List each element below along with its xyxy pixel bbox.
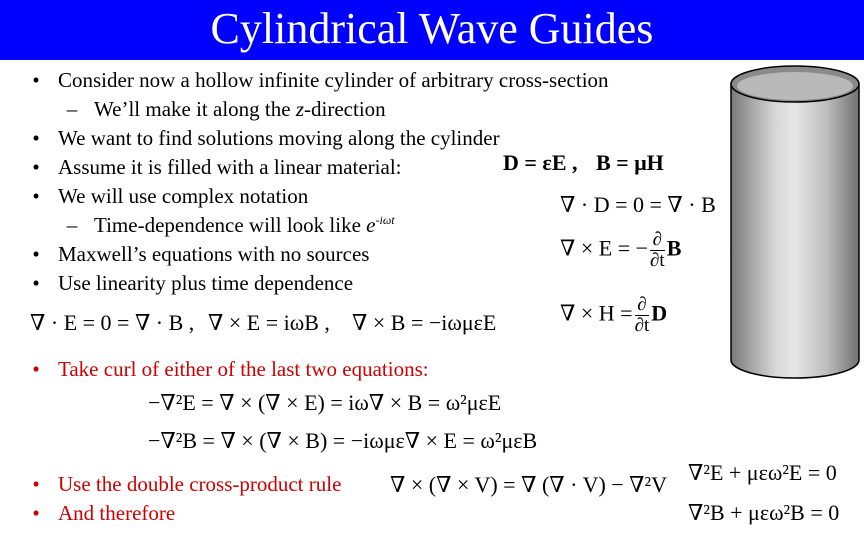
- bullet-text: We will use complex notation: [58, 184, 309, 208]
- bullet-marker: •: [32, 68, 40, 92]
- bullet-marker: •: [32, 271, 40, 295]
- bullet-marker: •: [32, 184, 40, 208]
- bullet-marker: •: [32, 126, 40, 150]
- bullet-text: Assume it is filled with a linear material:: [58, 155, 402, 179]
- bullet-marker: •: [32, 242, 40, 266]
- material-equation-d: D = εE ,: [503, 150, 578, 175]
- helmholtz-e-equation: ∇²E + μεω²E = 0: [688, 460, 837, 485]
- curl-b-equation: −∇²B = ∇ × (∇ × B) = −iωμε∇ × E = ω²μεB: [148, 428, 538, 453]
- bullet-text: Use linearity plus time dependence: [58, 271, 354, 295]
- slide-title: Cylindrical Wave Guides: [210, 4, 654, 53]
- cylinder-illustration: [728, 62, 862, 380]
- dash-marker: –: [66, 213, 78, 237]
- bullet-text: And therefore: [58, 501, 176, 525]
- linear-ampere-equation: ∇ × B = −iωμεE: [352, 310, 497, 335]
- bullet-marker: •: [32, 155, 40, 179]
- bullet-text: Consider now a hollow infinite cylinder of arbitrary cross-section: [58, 68, 609, 92]
- bullet-text: We want to find solutions moving along the cylinder: [58, 126, 500, 150]
- sub-bullet-text: Time-dependence will look like $e^{-i\omega t}$: [94, 213, 395, 237]
- dash-marker: –: [66, 97, 78, 121]
- sub-bullet-text: We’ll make it along the z-direction: [94, 97, 386, 121]
- bullet-marker: •: [32, 357, 40, 381]
- bullet-text: Maxwell’s equations with no sources: [58, 242, 370, 266]
- bullet-text: Use the double cross-product rule: [58, 472, 342, 496]
- double-cross-product-equation: ∇ × (∇ × V) = ∇ (∇ · V) − ∇²V: [390, 472, 668, 497]
- bullet-marker: •: [32, 501, 40, 525]
- bullet-marker: •: [32, 472, 40, 496]
- maxwell-divergence-equation: ∇ · D = 0 = ∇ · B: [560, 192, 716, 217]
- curl-e-equation: −∇²E = ∇ × (∇ × E) = iω∇ × B = ω²μεE: [148, 390, 502, 415]
- bullet-text: Take curl of either of the last two equations:: [58, 357, 429, 381]
- linear-faraday-equation: ∇ × E = iωB ,: [208, 310, 330, 335]
- ampere-equation: ∇ × H = $\frac{\partial}{\partial t}$ D: [560, 294, 668, 336]
- faraday-equation: ∇ × E = − $\frac{\partial}{\partial t}$ B: [560, 229, 682, 271]
- linear-divergence-equation: ∇ · E = 0 = ∇ · B ,: [30, 310, 195, 335]
- material-equation-b: B = μH: [596, 150, 664, 175]
- helmholtz-b-equation: ∇²B + μεω²B = 0: [688, 500, 840, 525]
